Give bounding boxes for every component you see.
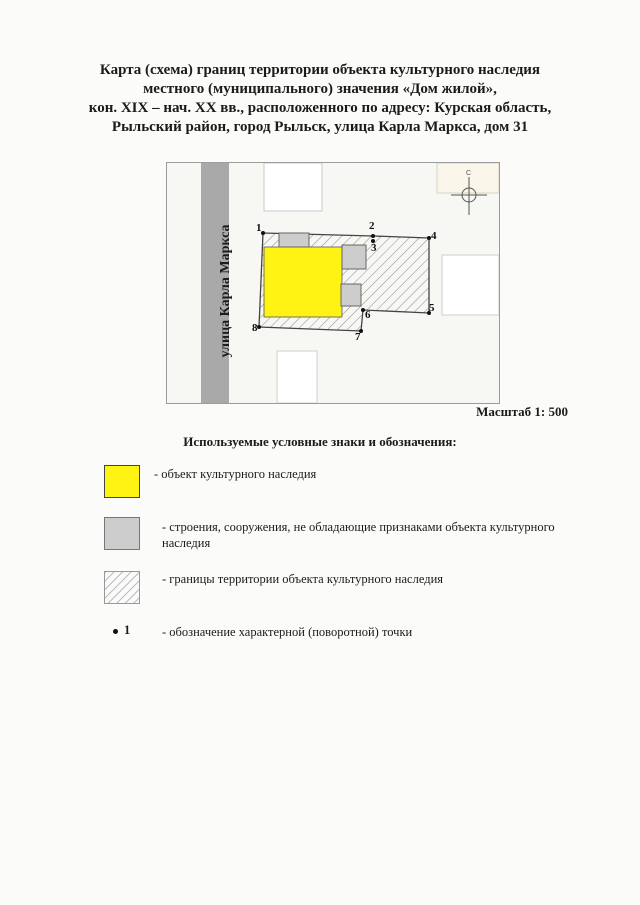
legend-point-number: 1 (124, 623, 131, 637)
legend-swatch-structures (104, 517, 140, 550)
boundary-map (166, 162, 500, 404)
compass-label: С (466, 170, 472, 177)
legend-text-boundary: - границы территории объекта культурного наследия (162, 572, 444, 586)
point-7: 7 (355, 331, 361, 343)
street-label: улица Карла Маркса (218, 224, 233, 358)
legend-text-heritage: - объект культурного наследия (154, 467, 317, 481)
point-6: 6 (365, 309, 371, 321)
title-line-1: Карта (схема) границ территории объекта культурного наследия (99, 62, 541, 78)
point-dot-icon (113, 629, 118, 634)
point-3: 3 (371, 242, 377, 254)
vertex-dot (261, 231, 265, 235)
structure (342, 245, 366, 269)
neighbor-building (264, 163, 322, 211)
point-4: 4 (431, 230, 437, 242)
structure (279, 233, 309, 247)
title-line-2: местного (муниципального) значения «Дом жилой», (143, 81, 497, 97)
legend-point-symbol (113, 623, 130, 638)
structure (341, 284, 361, 306)
point-2: 2 (369, 220, 375, 232)
point-8: 8 (252, 322, 258, 334)
point-5: 5 (429, 302, 435, 314)
legend-text-structures: - строения, сооружения, не обладающие признаками объекта культурного наследия (162, 520, 555, 550)
heritage-object (264, 247, 342, 317)
legend-text-point: - обозначение характерной (поворотной) точки (162, 625, 413, 639)
map-scale: Масштаб 1: 500 (476, 404, 568, 419)
legend-title: Используемые условные знаки и обозначения: (183, 434, 457, 449)
map-title (60, 61, 580, 137)
neighbor-building (277, 351, 317, 403)
vertex-dot (371, 234, 375, 238)
title-line-4: Рыльский район, город Рыльск, улица Карла Маркса, дом 31 (111, 119, 529, 135)
legend-swatch-boundary (104, 571, 140, 604)
neighbor-building (442, 255, 499, 315)
title-line-3: кон. XIX – нач. XX вв., расположенного по адресу: Курская область, (88, 100, 552, 116)
legend-swatch-heritage (104, 465, 140, 498)
point-1: 1 (256, 222, 262, 234)
